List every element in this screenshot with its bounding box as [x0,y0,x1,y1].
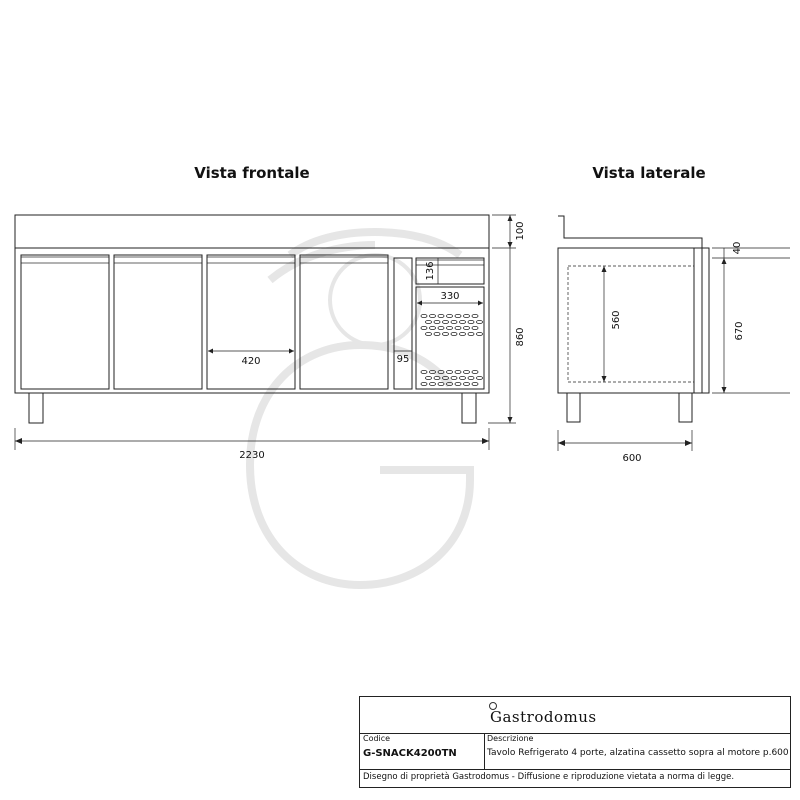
vent-slot [451,320,457,323]
title-block [359,696,791,788]
vent-slot [451,376,457,379]
vent-slot [477,376,483,379]
vent-slot [443,320,449,323]
title-block-logo-row [360,697,790,734]
vent-slot [426,320,432,323]
vent-slot [477,332,483,335]
front-vent-grille-upper [421,314,483,335]
dim-top-upstand: 100 [515,221,526,241]
vent-slot [426,332,432,335]
front-door-2 [114,255,202,389]
vent-slot [460,320,466,323]
vent-slot [464,314,470,317]
vent-slot [447,370,453,373]
side-inner-compartment [568,266,694,382]
vent-slot [438,314,444,317]
product-code: G-SNACK4200TN [363,748,457,759]
vent-slot [421,370,427,373]
dim-side-upstand: 40 [732,241,743,255]
front-leg-left [29,393,43,423]
vent-slot [464,370,470,373]
front-leg-right [462,393,476,423]
vent-slot [447,326,453,329]
vent-slot [430,314,436,317]
side-view-title: Vista laterale [592,164,706,182]
dim-drawer-height: 136 [425,261,436,281]
side-body [558,248,702,393]
vent-slot [464,382,470,385]
vent-slot [472,326,478,329]
dim-front-width: 2230 [239,450,265,461]
dim-side-inner-height: 560 [611,310,622,330]
side-upstand [558,216,702,248]
vent-slot [438,382,444,385]
dim-grid-width: 95 [396,354,410,365]
vent-slot [455,370,461,373]
vent-slot [472,382,478,385]
dim-door-width: 420 [241,356,261,367]
vent-slot [460,376,466,379]
front-upstand [15,215,489,248]
product-description: Tavolo Refrigerato 4 porte, alzatina cassetto sopra al motore p.600 [487,748,789,758]
front-door-1 [21,255,109,389]
vent-slot [434,320,440,323]
watermark-logo [250,232,470,585]
vent-slot [468,376,474,379]
vent-slot [472,370,478,373]
vent-slot [421,382,427,385]
vent-slot [451,332,457,335]
vent-slot [443,332,449,335]
vent-slot [430,326,436,329]
vent-slot [455,326,461,329]
brand-logo-text: Gastrodomus [490,708,597,726]
front-body [15,248,489,393]
vent-slot [468,332,474,335]
vent-slot [455,382,461,385]
side-leg-left [567,393,580,422]
vent-slot [421,326,427,329]
title-block-info-row [360,733,790,770]
vent-slot [426,376,432,379]
dim-front-height: 860 [515,327,526,347]
description-label: Descrizione [487,734,534,743]
vent-slot [455,314,461,317]
dim-side-depth: 600 [622,453,642,464]
vent-slot [464,326,470,329]
vent-slot [447,314,453,317]
vent-slot [421,314,427,317]
front-view-title: Vista frontale [194,164,310,182]
side-view [558,216,790,464]
vent-slot [477,320,483,323]
description-cell [484,733,790,769]
vent-slot [438,326,444,329]
dim-drawer-width: 330 [440,291,460,302]
code-cell [360,733,485,769]
front-door-4 [300,255,388,389]
vent-slot [430,382,436,385]
side-door-profile [702,248,709,393]
front-narrow-panel [394,258,412,389]
code-label: Codice [363,734,391,743]
vent-slot [434,332,440,335]
vent-slot [472,314,478,317]
vent-slot [460,332,466,335]
vent-slot [468,320,474,323]
side-leg-right [679,393,692,422]
dim-side-height: 670 [734,321,745,341]
copyright-footer: Disegno di proprietà Gastrodomus - Diffusione e riproduzione vietata a norma di legge. [363,772,735,782]
